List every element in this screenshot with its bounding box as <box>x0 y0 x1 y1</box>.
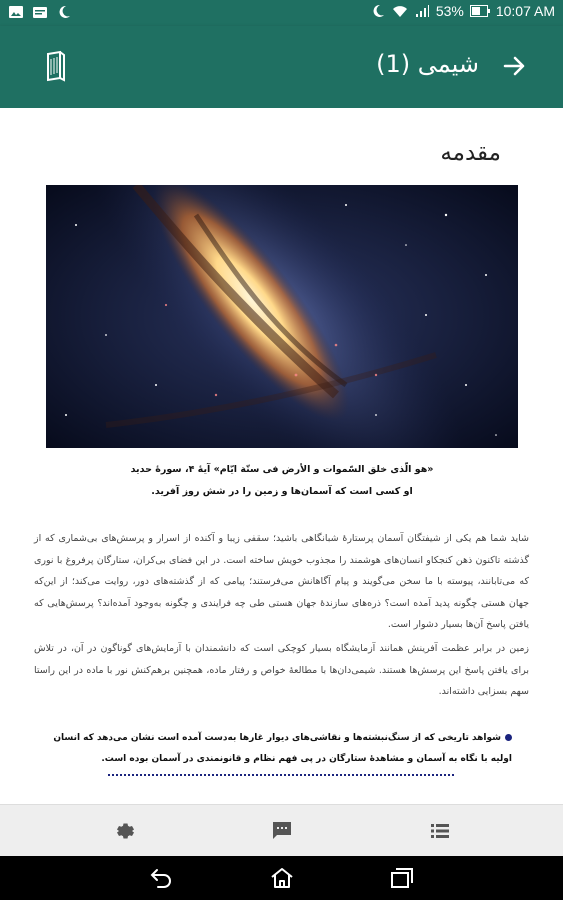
gear-icon[interactable] <box>112 819 136 843</box>
app-bar <box>0 26 563 108</box>
section-title: مقدمه <box>440 140 501 166</box>
lesson-content[interactable] <box>0 108 563 804</box>
list-icon[interactable] <box>428 819 452 843</box>
caption-verse: «هو الّذی خلق السّموات و الأرض فی ستّة ایّام» آیهٔ ۴، سورهٔ حدید <box>130 464 434 475</box>
galaxy-illustration <box>46 185 518 448</box>
message-notification-icon <box>32 4 48 20</box>
signal-icon <box>414 3 430 19</box>
bullet-icon <box>505 734 512 741</box>
moon-icon <box>56 4 72 20</box>
bullet-text: شواهد تاریخی که از سنگ‌نبشته‌ها و نقاشی‌های دیوار غارها به‌دست آمده است نشان می‌دهد که انسان اولیه با نگاه به آسمان و مشاهدهٔ ستارگان در پی فهم نظام و قانونمندی در آسمان بوده است. <box>53 733 512 764</box>
galaxy-image <box>46 185 518 448</box>
clock: 10:07 AM <box>495 3 555 19</box>
do-not-disturb-moon-icon <box>370 3 386 19</box>
caption-translation: او کسی است که آسمان‌ها و زمین را در شش روز آفرید. <box>151 486 413 497</box>
book-icon[interactable] <box>42 50 70 84</box>
app-title: شیمی (1) <box>376 50 479 78</box>
dotted-divider <box>108 774 454 776</box>
bottom-toolbar <box>0 804 563 856</box>
nav-recent-apps-icon[interactable] <box>389 866 415 890</box>
battery-icon <box>470 5 490 17</box>
intro-paragraph-1: شاید شما هم یکی از شیفتگان آسمان پرستارهٔ شبانگاهی باشید؛ سقفی زیبا و آکنده از اسرار و پرسش‌های بی‌شماری که از گذشته تاکنون ذهن کنجکاو انسان‌های هوشمند را مجذوب خویش ساخته است. در این فضای بی‌کران، ستارگان پرفروغ با نوری که می‌تابانند، پیوسته با ما سخن می‌گویند و پیام آگاهانش می‌فرستند؛ پیامی که از گذشته‌های دور، روایت می‌کند؛ از این‌که جهان هستی چگونه پدید آمده است؟ ذره‌های سازندهٔ جهان هستی طی چه فرایندی و چگونه به‌وجود آمده‌اند؟ پرسش‌هایی که یافتن پاسخ آن‌ها بسیار دشوار است. <box>34 533 529 630</box>
notification-icons <box>8 4 72 20</box>
nav-home-icon[interactable] <box>269 866 295 890</box>
intro-paragraph-2: زمین در برابر عظمت آفرینش همانند آزمایشگاه بسیار کوچکی است که دانشمندان با آزمایش‌های گوناگون در آن، در تلاش برای یافتن پاسخ این پرسش‌ها هستند. شیمی‌دان‌ها با مطالعهٔ خواص و رفتار ماده، همچنین برهم‌کنش نور با ماده در این راستا سهم بسزایی داشته‌اند. <box>34 643 529 697</box>
system-status <box>370 3 555 19</box>
bullet-note <box>34 728 512 770</box>
chat-icon[interactable] <box>270 819 294 843</box>
wifi-icon <box>392 3 408 19</box>
battery-percent: 53% <box>435 3 464 19</box>
arrow-right-icon[interactable] <box>501 52 529 80</box>
status-bar <box>0 0 563 26</box>
nav-back-icon[interactable] <box>148 866 174 890</box>
image-notification-icon <box>8 4 24 20</box>
system-nav-bar <box>0 856 563 900</box>
